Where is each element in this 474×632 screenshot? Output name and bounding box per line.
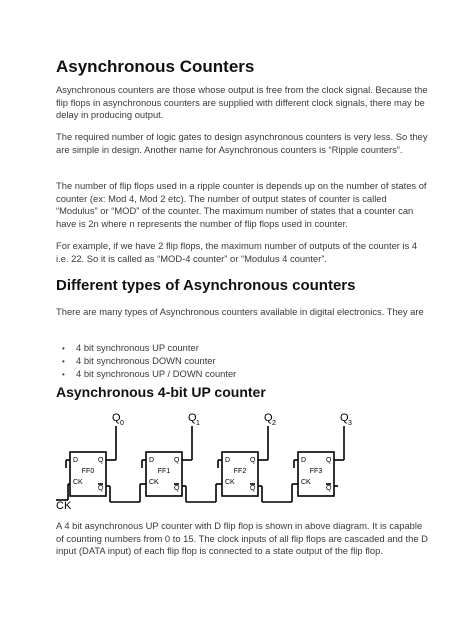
ff3-pin-ck: CK: [301, 479, 311, 486]
subsection-heading: Asynchronous 4-bit UP counter: [56, 384, 266, 400]
counter-diagram: [56, 408, 352, 512]
output-sub-q3: 3: [348, 420, 352, 427]
ff3-name: FF3: [309, 468, 323, 475]
output-sub-q1: 1: [196, 420, 200, 427]
list-item: • 4 bit synchronous UP / DOWN counter: [62, 368, 236, 381]
ff0-pin-d: D: [73, 457, 79, 464]
list-item: • 4 bit synchronous UP counter: [62, 342, 236, 355]
paragraph-3: The number of flip flops used in a ripple counter is depends up on the number of states of counter (ex: Mod 4, Mod 2 etc). The number of output states of counter is called “Modulus” or “MOD” of the counter. The maximum number of states that a counter can have is 2n where n represents the number of flip flops used in counter.: [56, 180, 427, 229]
output-label-q3: Q: [340, 412, 349, 424]
ff1-name: FF1: [157, 468, 171, 475]
paragraph-4: For example, if we have 2 flip flops, the maximum number of outputs of the counter is 4 i.e. 22. So it is called as “MOD-4 counter” or “Modulus 4 counter”.: [56, 240, 418, 264]
output-sub-q0: 0: [120, 420, 124, 427]
list-item: • 4 bit synchronous DOWN counter: [62, 355, 236, 368]
paragraph-5: There are many types of Asynchronous counters available in digital electronics. They are: [56, 306, 424, 317]
clock-label: CK: [56, 500, 72, 512]
output-label-q1: Q: [188, 412, 197, 424]
ff1-pin-q: Q: [174, 457, 180, 464]
ff2-name: FF2: [233, 468, 247, 475]
paragraph-6: A 4 bit asynchronous UP counter with D flip flop is shown in above diagram. It is capable of counting numbers from 0 to 15. The clock inputs of all flip flops are cascaded and the D input (DATA input) of each flip flop is connected to a state output of the flip flop.: [56, 520, 428, 557]
output-sub-q2: 2: [272, 420, 276, 427]
ff1-pin-ck: CK: [149, 479, 159, 486]
ff2-pin-qbar: Q: [250, 485, 256, 492]
ff2-pin-d: D: [225, 457, 231, 464]
section-heading: Different types of Asynchronous counters: [56, 277, 356, 294]
ff0-name: FF0: [81, 468, 95, 475]
ff2-pin-q: Q: [250, 457, 256, 464]
ff3-pin-d: D: [301, 457, 307, 464]
counter-type-list: [62, 342, 236, 381]
ff2-pin-ck: CK: [225, 479, 235, 486]
output-label-q0: Q: [112, 412, 121, 424]
ff1-pin-d: D: [149, 457, 155, 464]
ff0-pin-q: Q: [98, 457, 104, 464]
page-title: Asynchronous Counters: [56, 57, 255, 76]
ff0-pin-qbar: Q: [98, 485, 104, 492]
ff1-pin-qbar: Q: [174, 485, 180, 492]
ff3-pin-qbar: Q: [326, 485, 332, 492]
output-label-q2: Q: [264, 412, 273, 424]
paragraph-2: The required number of logic gates to design asynchronous counters is very less. So they are simple in design. Another name for Asynchronous counters is “Ripple counters”.: [56, 131, 428, 155]
paragraph-1: Asynchronous counters are those whose output is free from the clock signal. Because the flip flops in asynchronous counters are supplied with different clock signals, there may be delay in producing output.: [56, 84, 428, 121]
ff3-pin-q: Q: [326, 457, 332, 464]
ff0-pin-ck: CK: [73, 479, 83, 486]
